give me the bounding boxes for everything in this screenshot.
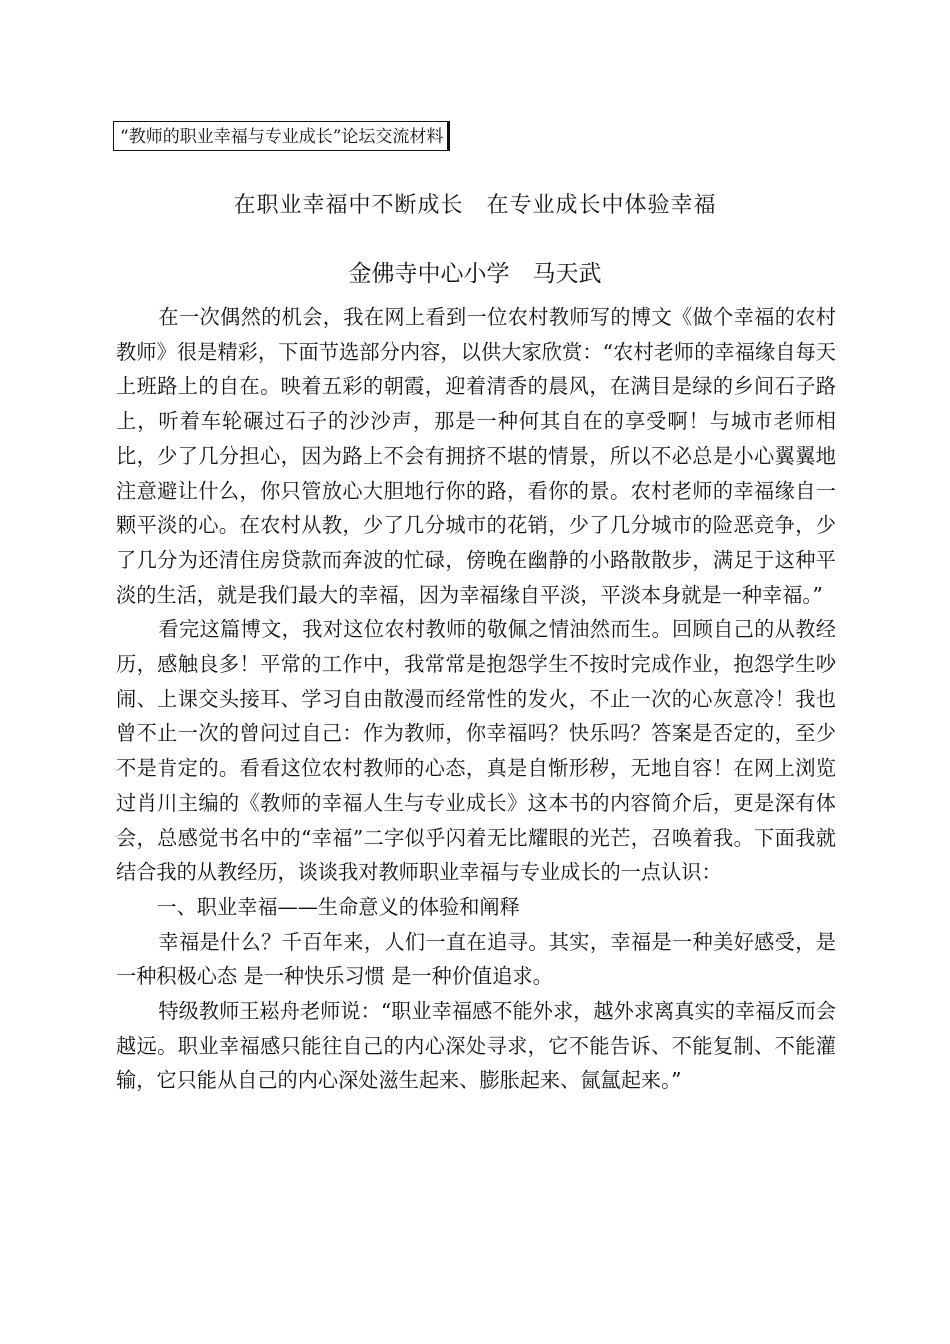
section-heading: 一、职业幸福——生命意义的体验和阐释 [156, 894, 520, 919]
paragraph-quote: 特级教师王崧舟老师说：“职业幸福感不能外求，越外求离真实的幸福反而会越远。职业幸福感只能往自己的内心深处寻求，它不能告诉、不能复制、不能灌输，它只能从自己的内心深处滋生起来、膨胀起来、氤氲起来。” [116, 999, 836, 1093]
article-title: 在职业幸福中不断成长 在专业成长中体验幸福 [233, 193, 717, 218]
paragraph-reflection: 看完这篇博文，我对这位农村教师的敬佩之情油然而生。回顾自己的从教经历，感触良多！平常的工作中，我常常是抱怨学生不按时完成作业，抱怨学生吵闹、上课交头接耳、学习自由散漫而经常性的发火，不止一次的心灰意冷！我也曾不止一次的曾问过自己：作为教师，你幸福吗？快乐吗？答案是否定的，至少不是肯定的。看看这位农村教师的心态，真是自惭形秽，无地自容！在网上浏览过肖川主编的《教师的幸福人生与专业成长》这本书的内容简介后，更是深有体会，总感觉书名中的“幸福”二字似乎闪着无比耀眼的光芒，召唤着我。下面我就结合我的从教经历，谈谈我对教师职业幸福与专业成长的一点认识： [116, 617, 836, 885]
paragraph-what-is-happiness: 幸福是什么？千百年来，人们一直在追寻。其实，幸福是一种美好感受，是一种积极心态 是一种快乐习惯 是一种价值追求。 [116, 929, 836, 989]
paragraph-blog-excerpt: 在一次偶然的机会，我在网上看到一位农村教师写的博文《做个幸福的农村教师》很是精彩，下面节选部分内容，以供大家欣赏：“农村老师的幸福缘自每天上班路上的自在。映着五彩的朝霞，迎着清香的晨风，在满目是绿的乡间石子路上，听着车轮碾过石子的沙沙声，那是一种何其自在的享受啊！与城市老师相比，少了几分担心，因为路上不会有拥挤不堪的情景，所以不必总是小心翼翼地注意避让什么，你只管放心大胆地行你的路，看你的景。农村老师的幸福缘自一颗平淡的心。在农村从教，少了几分城市的花销，少了几分城市的险恶竞争，少了几分为还清住房贷款而奔波的忙碌，傍晚在幽静的小路散散步，满足于这种平淡的生活，就是我们最大的幸福，因为幸福缘自平淡，平淡本身就是一种幸福。” [116, 305, 836, 607]
author-line: 金佛寺中心小学 马天武 [348, 261, 602, 287]
forum-material-label: “教师的职业幸福与专业成长”论坛交流材料 [113, 121, 450, 151]
article-body [116, 300, 836, 1098]
